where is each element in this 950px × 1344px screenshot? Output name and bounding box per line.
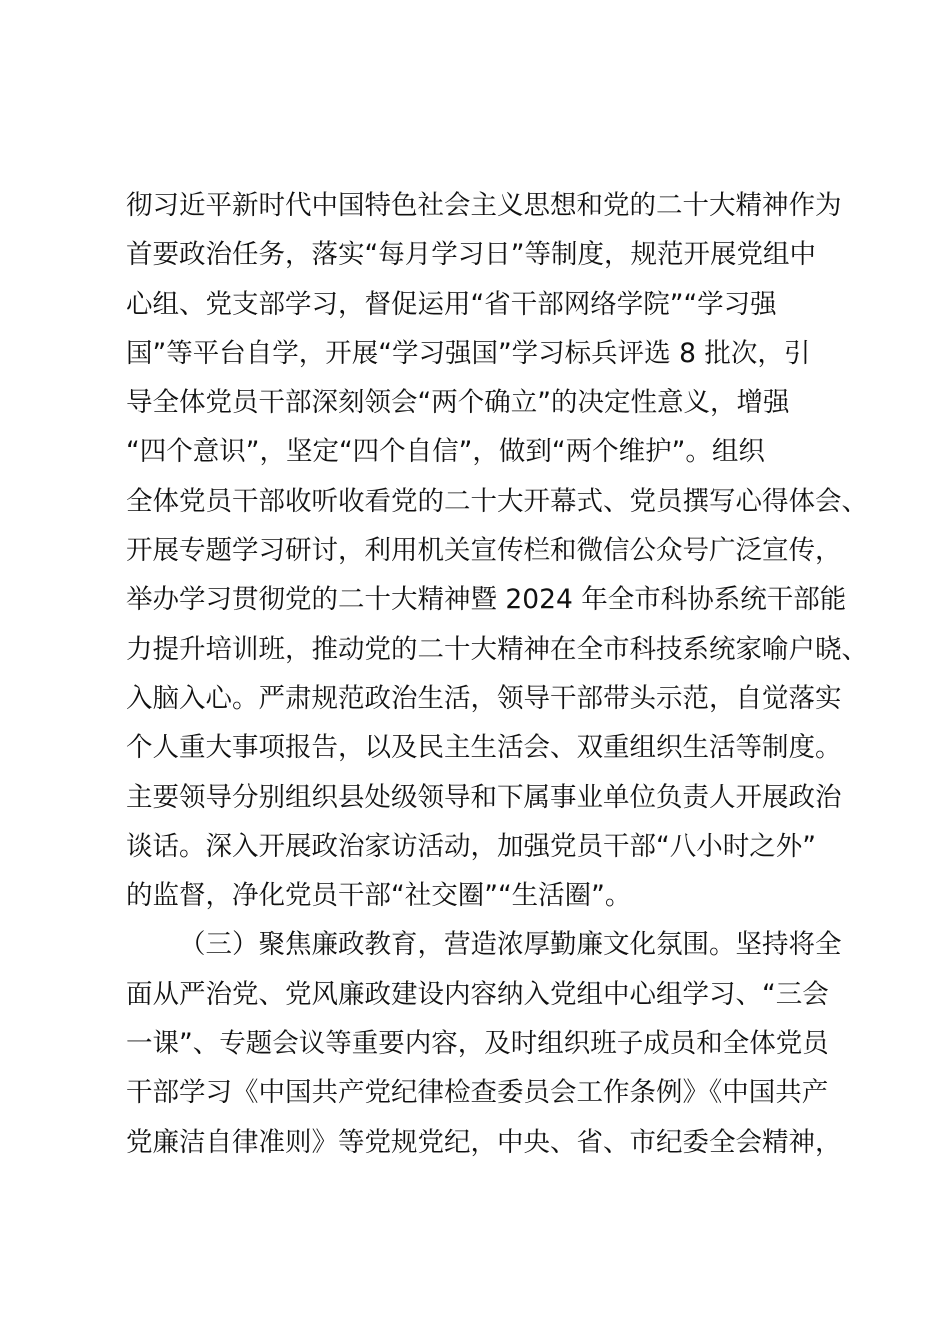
body-text (126, 181, 868, 1167)
text-line: 入脑入心。严肃规范政治生活，领导干部带头示范，自觉落实 (126, 682, 842, 714)
text-line: 谈话。深入开展政治家访活动，加强党员干部“八小时之外” (126, 830, 816, 862)
text-line: 彻习近平新时代中国特色社会主义思想和党的二十大精神作为 (126, 190, 842, 221)
text-line: 首要政治任务，落实“每月学习日”等制度，规范开展党组中 (126, 239, 816, 271)
text-line: 的监督，净化党员干部“社交圈”“生活圈”。 (126, 880, 632, 912)
text-line: 主要领导分别组织县处级领导和下属事业单位负责人开展政治 (126, 781, 842, 813)
text-line: 一课”、专题会议等重要内容，及时组织班子成员和全体党员 (126, 1028, 829, 1060)
text-line: 干部学习《中国共产党纪律检查委员会工作条例》《中国共产 (126, 1077, 829, 1109)
section-heading-line: （三）聚焦廉政教育，营造浓厚勤廉文化氛围。坚持将全 (179, 929, 842, 961)
text-line: 面从严治党、党风廉政建设内容纳入党组中心组学习、“三会 (126, 978, 829, 1010)
text-line: “四个意识”，坚定“四个自信”，做到“两个维护”。组织 (126, 436, 765, 468)
text-line: 导全体党员干部深刻领会“两个确立”的决定性意义，增强 (126, 387, 790, 419)
text-line: 举办学习贯彻党的二十大精神暨 2024 年全市科协系统干部能 (126, 584, 847, 616)
text-line: 国”等平台自学，开展“学习强国”学习标兵评选 8 批次，引 (126, 337, 811, 369)
text-line: 党廉洁自律准则》等党规党纪，中央、省、市纪委全会精神， (126, 1126, 842, 1158)
text-line: 力提升培训班，推动党的二十大精神在全市科技系统家喻户晓、 (126, 633, 868, 665)
text-line: 心组、党支部学习，督促运用“省干部网络学院”“学习强 (126, 288, 777, 320)
text-line: 全体党员干部收听收看党的二十大开幕式、党员撰写心得体会、 (126, 485, 868, 517)
text-line: 开展专题学习研讨，利用机关宣传栏和微信公众号广泛宣传， (126, 535, 842, 567)
text-line: 个人重大事项报告，以及民主生活会、双重组织生活等制度。 (126, 732, 842, 764)
